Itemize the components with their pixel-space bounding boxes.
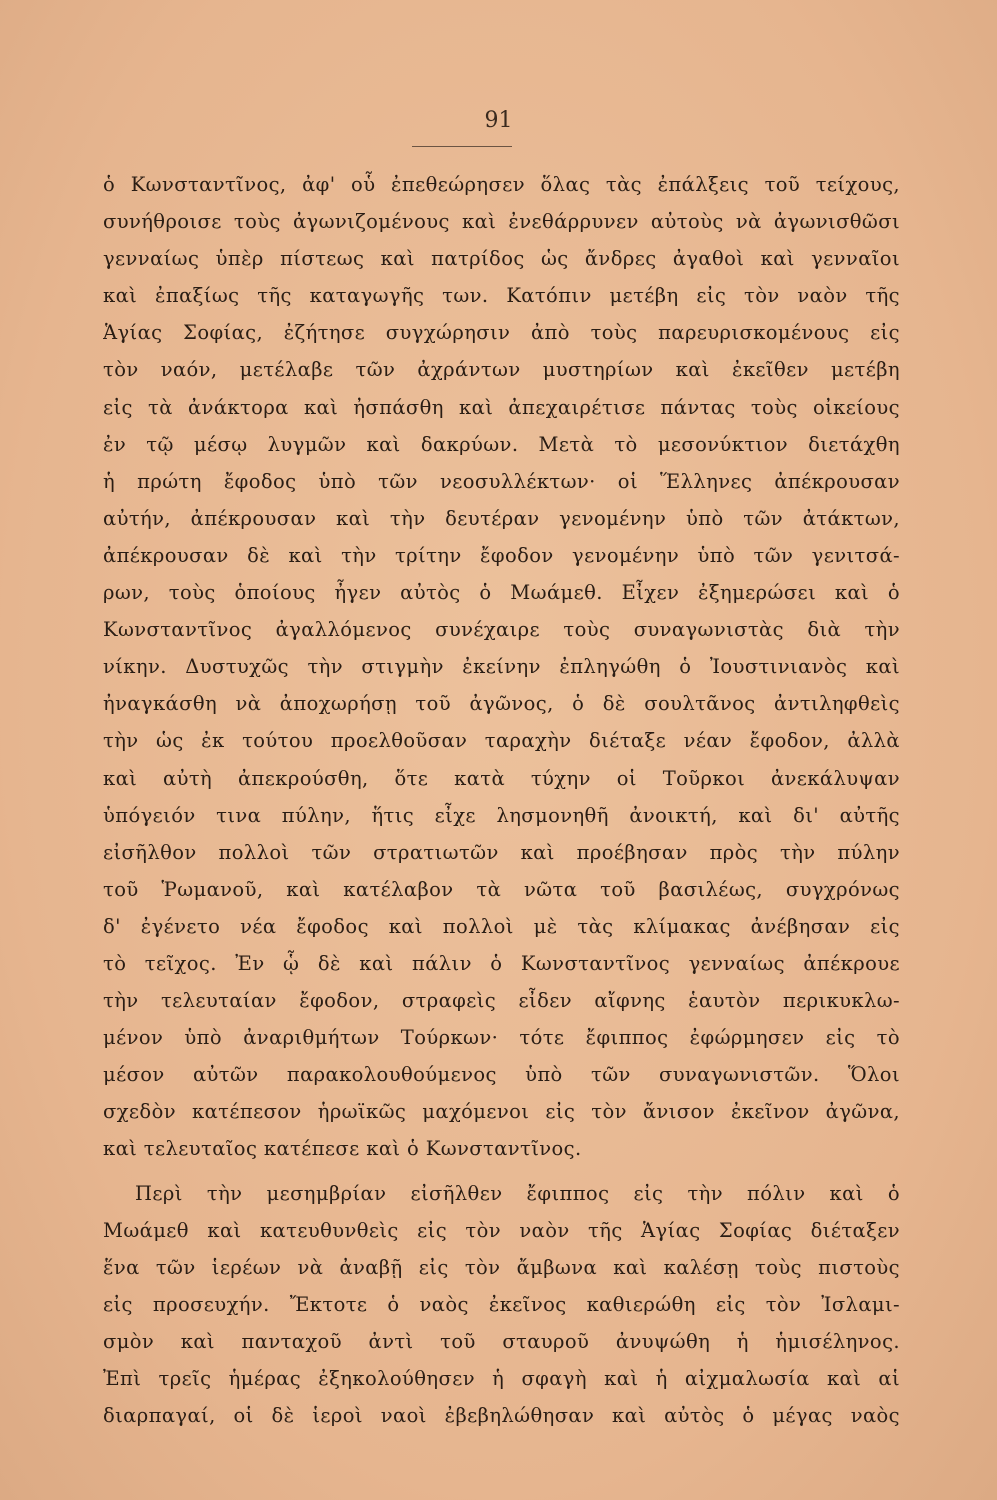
text-line: εἰς τὰ ἀνάκτορα καὶ ἠσπάσθη καὶ ἀπεχαιρέτισε πάντας τοὺς οἰκείους — [103, 395, 900, 419]
header-rule — [412, 146, 512, 147]
text-line: Ἐπὶ τρεῖς ἡμέρας ἐξηκολούθησεν ἡ σφαγὴ καὶ ἡ αἰχμαλωσία καὶ αἱ — [103, 1367, 900, 1390]
text-line: τὸν ναόν, μετέλαβε τῶν ἀχράντων μυστηρίων καὶ ἐκεῖθεν μετέβη — [103, 358, 900, 382]
text-line: ἠναγκάσθη νὰ ἀποχωρήσῃ τοῦ ἀγῶνος, ὁ δὲ σουλτᾶνος ἀντιληφθεὶς — [103, 692, 900, 716]
text-line: ὁ Κωνσταντῖνος, ἀφ' οὗ ἐπεθεώρησεν ὅλας τὰς ἐπάλξεις τοῦ τείχους, — [103, 173, 900, 196]
text-line: εἰς προσευχήν. Ἔκτοτε ὁ ναὸς ἐκεῖνος καθιερώθη εἰς τὸν Ἰσλαμι- — [103, 1292, 900, 1316]
text-line: τοῦ Ῥωμανοῦ, καὶ κατέλαβον τὰ νῶτα τοῦ βασιλέως, συγχρόνως — [103, 877, 900, 901]
text-line: Κωνσταντῖνος ἀγαλλόμενος συνέχαιρε τοὺς συναγωνιστὰς διὰ τὴν — [103, 618, 900, 642]
text-line: καὶ ἐπαξίως τῆς καταγωγῆς των. Κατόπιν μετέβη εἰς τὸν ναὸν τῆς — [103, 284, 900, 308]
text-line: ἡ πρώτη ἔφοδος ὑπὸ τῶν νεοσυλλέκτων· οἱ Ἕλληνες ἀπέκρουσαν — [103, 469, 900, 493]
text-line: ἐν τῷ μέσῳ λυγμῶν καὶ δακρύων. Μετὰ τὸ μεσονύκτιον διετάχθη — [103, 432, 900, 456]
paragraph-2 — [103, 1175, 900, 1435]
body-text — [103, 166, 900, 1434]
text-line: μέσον αὐτῶν παρακολουθούμενος ὑπὸ τῶν συναγωνιστῶν. Ὅλοι — [103, 1063, 900, 1087]
text-line: Περὶ τὴν μεσημβρίαν εἰσῆλθεν ἔφιππος εἰς τὴν πόλιν καὶ ὁ — [135, 1181, 900, 1205]
text-line: τὴν τελευταίαν ἔφοδον, στραφεὶς εἶδεν αἴφνης ἑαυτὸν περικυκλω- — [103, 989, 900, 1013]
paragraph-1 — [103, 166, 900, 1168]
text-line: καὶ τελευταῖος κατέπεσε καὶ ὁ Κωνσταντῖνος. — [103, 1137, 582, 1161]
text-line: νίκην. Δυστυχῶς τὴν στιγμὴν ἐκείνην ἐπληγώθη ὁ Ἰουστινιανὸς καὶ — [103, 655, 900, 679]
text-line: διαρπαγαί, οἱ δὲ ἱεροὶ ναοὶ ἐβεβηλώθησαν καὶ αὐτὸς ὁ μέγας ναὸς — [103, 1404, 900, 1428]
text-line: σχεδὸν κατέπεσον ἡρωϊκῶς μαχόμενοι εἰς τὸν ἄνισον ἐκεῖνον ἀγῶνα, — [103, 1100, 900, 1124]
text-line: Μωάμεθ καὶ κατευθυνθεὶς εἰς τὸν ναὸν τῆς Ἁγίας Σοφίας διέταξεν — [103, 1218, 900, 1242]
text-line: εἰσῆλθον πολλοὶ τῶν στρατιωτῶν καὶ προέβησαν πρὸς τὴν πύλην — [103, 840, 900, 864]
text-line: γενναίως ὑπὲρ πίστεως καὶ πατρίδος ὡς ἄνδρες ἀγαθοὶ καὶ γενναῖοι — [103, 247, 900, 271]
text-line: ὑπόγειόν τινα πύλην, ἥτις εἶχε λησμονηθῆ ἀνοικτή, καὶ δι' αὐτῆς — [103, 803, 900, 827]
text-line: ρων, τοὺς ὁποίους ἦγεν αὐτὸς ὁ Μωάμεθ. Εἶχεν ἐξημερώσει καὶ ὁ — [103, 581, 900, 605]
text-line: Ἁγίας Σοφίας, ἐζήτησε συγχώρησιν ἀπὸ τοὺς παρευρισκομένους εἰς — [103, 321, 900, 345]
text-line: αὐτήν, ἀπέκρουσαν καὶ τὴν δευτέραν γενομένην ὑπὸ τῶν ἀτάκτων, — [103, 506, 900, 530]
text-line: καὶ αὐτὴ ἀπεκρούσθη, ὅτε κατὰ τύχην οἱ Τοῦρκοι ἀνεκάλυψαν — [103, 766, 900, 790]
text-line: μένον ὑπὸ ἀναριθμήτων Τούρκων· τότε ἔφιππος ἐφώρμησεν εἰς τὸ — [103, 1026, 900, 1050]
text-line: συνήθροισε τοὺς ἀγωνιζομένους καὶ ἐνεθάρρυνεν αὐτοὺς νὰ ἀγωνισθῶσι — [103, 210, 900, 234]
text-line: ἀπέκρουσαν δὲ καὶ τὴν τρίτην ἔφοδον γενομένην ὑπὸ τῶν γενιτσά- — [103, 543, 900, 567]
text-line: σμὸν καὶ πανταχοῦ ἀντὶ τοῦ σταυροῦ ἀνυψώθη ἡ ἡμισέληνος. — [103, 1329, 900, 1353]
page-number: 91 — [484, 108, 513, 133]
text-line: δ' ἐγένετο νέα ἔφοδος καὶ πολλοὶ μὲ τὰς κλίμακας ἀνέβησαν εἰς — [103, 914, 900, 938]
text-line: τὴν ὡς ἐκ τούτου προελθοῦσαν ταραχὴν διέταξε νέαν ἔφοδον, ἀλλὰ — [103, 729, 900, 753]
text-line: τὸ τεῖχος. Ἐν ᾧ δὲ καὶ πάλιν ὁ Κωνσταντῖνος γενναίως ἀπέκρουε — [103, 951, 900, 975]
text-line: ἕνα τῶν ἱερέων νὰ ἀναβῇ εἰς τὸν ἄμβωνα καὶ καλέσῃ τοὺς πιστοὺς — [103, 1255, 900, 1279]
